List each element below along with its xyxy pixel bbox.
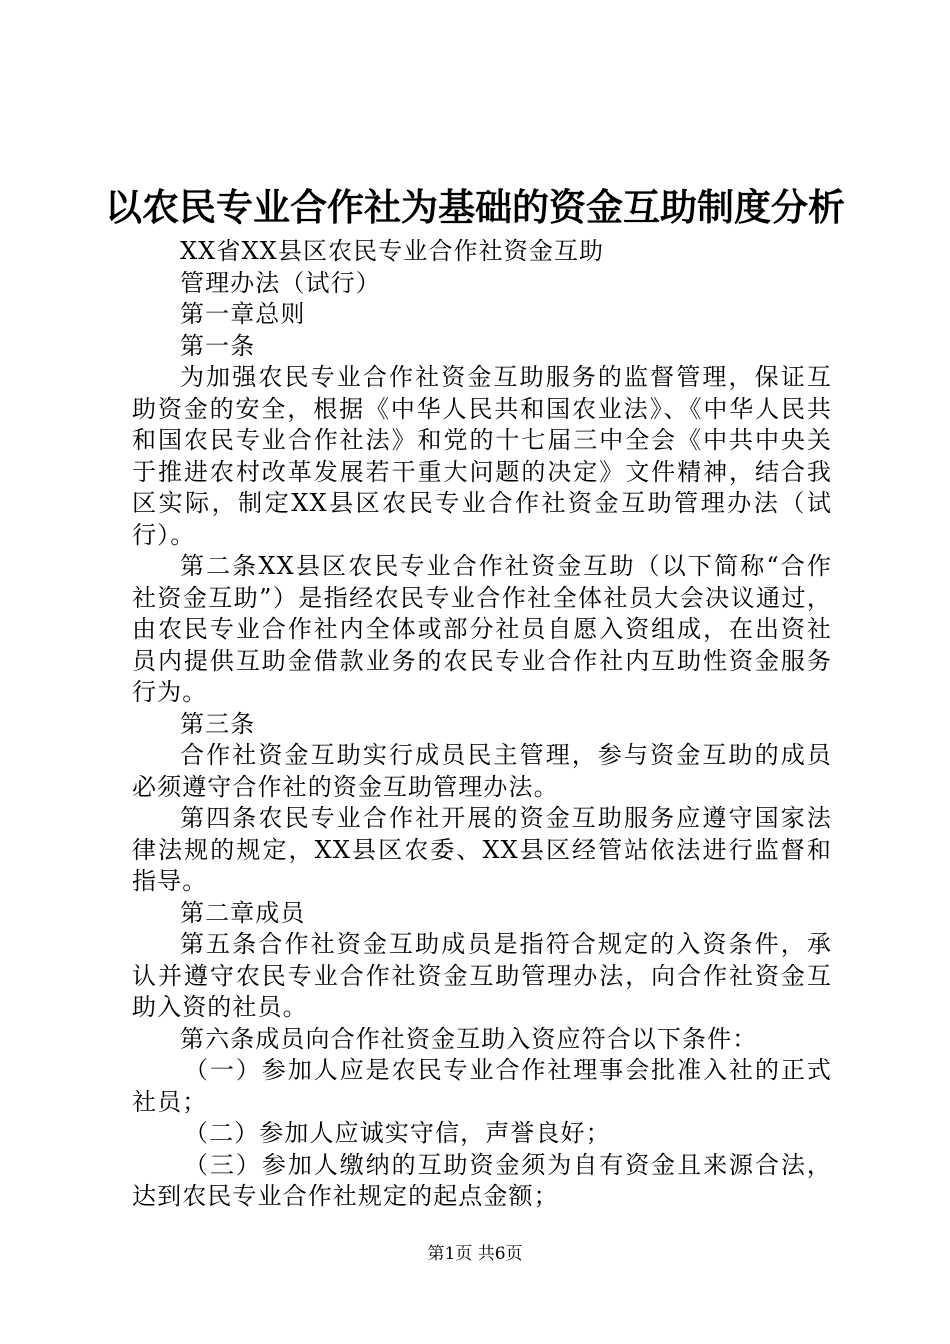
list-item: （二）参加人应诚实守信，声誉良好；	[184, 1119, 611, 1147]
list-item: （三）参加人缴纳的互助资金须为自有资金且来源合法，达到农民专业合作社规定的起点金额；	[132, 1150, 832, 1210]
chapter-heading: 第一章总则	[180, 300, 306, 328]
list-item: （一）参加人应是农民专业合作社理事会批准入社的正式社员；	[132, 1056, 832, 1116]
document-title: 以农民专业合作社为基础的资金互助制度分析	[105, 186, 845, 229]
paragraph-heading-line-2: 管理办法（试行）	[180, 268, 381, 297]
paragraph: 为加强农民专业合作社资金互助服务的监督管理，保证互助资金的安全，根据《中华人民共和国农业法》、《中华人民共和国农民专业合作社法》和党的十七届三中全会《中共中央关于推进农村改革发展若干重大问题的决定》文件精神，结合我区实际，制定XX县区农民专业合作社资金互助管理办法（试行）。	[132, 363, 832, 549]
paragraph: 第四条农民专业合作社开展的资金互助服务应遵守国家法律法规的规定，XX县区农委、XX县区经管站依法进行监督和指导。	[132, 804, 832, 895]
document-body	[132, 236, 832, 1213]
chapter-heading: 第二章成员	[180, 898, 306, 927]
article-heading: 第一条	[180, 331, 256, 360]
page-number: 第1页 共6页	[427, 1244, 523, 1264]
paragraph: 第六条成员向合作社资金互助入资应符合以下条件：	[180, 1024, 758, 1053]
paragraph-heading-line-1: XX省XX县区农民专业合作社资金互助	[180, 237, 605, 265]
paragraph: 合作社资金互助实行成员民主管理，参与资金互助的成员必须遵守合作社的资金互助管理办法。	[132, 741, 832, 801]
article-heading: 第三条	[180, 709, 256, 738]
paragraph: 第五条合作社资金互助成员是指符合规定的入资条件，承认并遵守农民专业合作社资金互助管理办法，向合作社资金互助入资的社员。	[132, 930, 832, 1021]
paragraph: 第二条XX县区农民专业合作社资金互助（以下简称“合作社资金互助”）是指经农民专业合作社全体社员大会决议通过，由农民专业合作社内全体或部分社员自愿入资组成，在出资社员内提供互助金借款业务的农民专业合作社内互助性资金服务行为。	[132, 552, 832, 706]
